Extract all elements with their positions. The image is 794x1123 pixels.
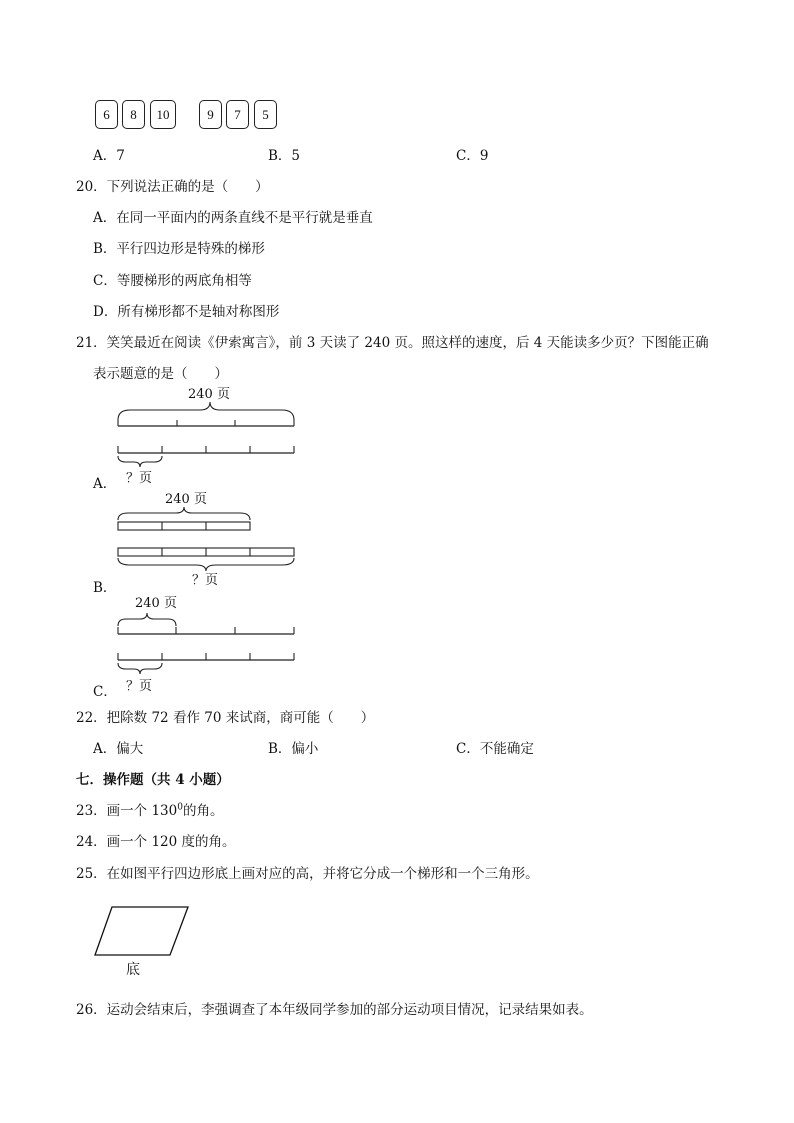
q24-stem: 24．画一个 120 度的角。 — [76, 834, 236, 850]
q25-base-label: 底 — [126, 962, 140, 978]
q19-option-a: A．7 — [93, 148, 125, 164]
number-card: 6 — [95, 100, 118, 129]
number-card: 5 — [254, 100, 277, 129]
number-card: 8 — [122, 100, 145, 129]
q20-option-b: B．平行四边形是特殊的梯形 — [93, 241, 265, 257]
q20-option-d: D．所有梯形都不是轴对称图形 — [93, 304, 280, 320]
q22-option-b: B．偏小 — [268, 741, 319, 757]
q23-stem — [76, 799, 223, 819]
diagram-c-unknown-label: ？页 — [126, 679, 153, 694]
q20-stem: 20．下列说法正确的是（ ） — [76, 179, 269, 195]
q19-option-b: B．5 — [268, 148, 301, 164]
diagram-a-unknown-label: ？页 — [126, 471, 153, 486]
q22-stem: 22．把除数 72 看作 70 来试商，商可能（ ） — [76, 710, 375, 726]
diagram-b-total-label: 240 页 — [165, 492, 207, 507]
q20-option-a: A．在同一平面内的两条直线不是平行就是垂直 — [93, 210, 373, 226]
diagram-c-total-label: 240 页 — [135, 596, 177, 611]
section-title: 七．操作题（共 4 小题） — [76, 772, 230, 788]
q19-option-c: C．9 — [456, 148, 489, 164]
q21-option-b-letter: B． — [93, 580, 117, 596]
q25-parallelogram — [90, 902, 200, 982]
q26-stem: 26．运动会结束后，李强调查了本年级同学参加的部分运动项目情况，记录结果如表。 — [76, 1002, 593, 1018]
q22-option-c: C．不能确定 — [456, 741, 534, 757]
q21-diagram-b — [110, 486, 310, 590]
q25-stem: 25．在如图平行四边形底上画对应的高，并将它分成一个梯形和一个三角形。 — [76, 866, 539, 882]
q20-option-c: C．等腰梯形的两底角相等 — [93, 273, 252, 289]
q23-suffix: 的角。 — [182, 803, 224, 819]
q21-option-c-letter: C． — [93, 684, 117, 700]
number-card: 9 — [199, 100, 222, 129]
q21-option-a-letter: A． — [93, 476, 117, 492]
number-card: 10 — [150, 100, 176, 129]
q23-degree-superscript: 0 — [177, 802, 183, 813]
q23-prefix: 23．画一个 130 — [76, 803, 178, 819]
number-card: 7 — [226, 100, 249, 129]
q21-stem-line1: 21．笑笑最近在阅读《伊索寓言》，前 3 天读了 240 页。照这样的速度，后 4 天能读多少页？下图能正确 — [76, 335, 709, 351]
q21-diagram-c — [110, 590, 310, 700]
q21-stem-line2: 表示题意的是（ ） — [93, 366, 228, 382]
q22-option-a: A．偏大 — [93, 741, 144, 757]
q21-diagram-a — [110, 380, 310, 490]
diagram-a-total-label: 240 页 — [188, 387, 230, 402]
diagram-b-unknown-label: ？页 — [192, 573, 219, 588]
